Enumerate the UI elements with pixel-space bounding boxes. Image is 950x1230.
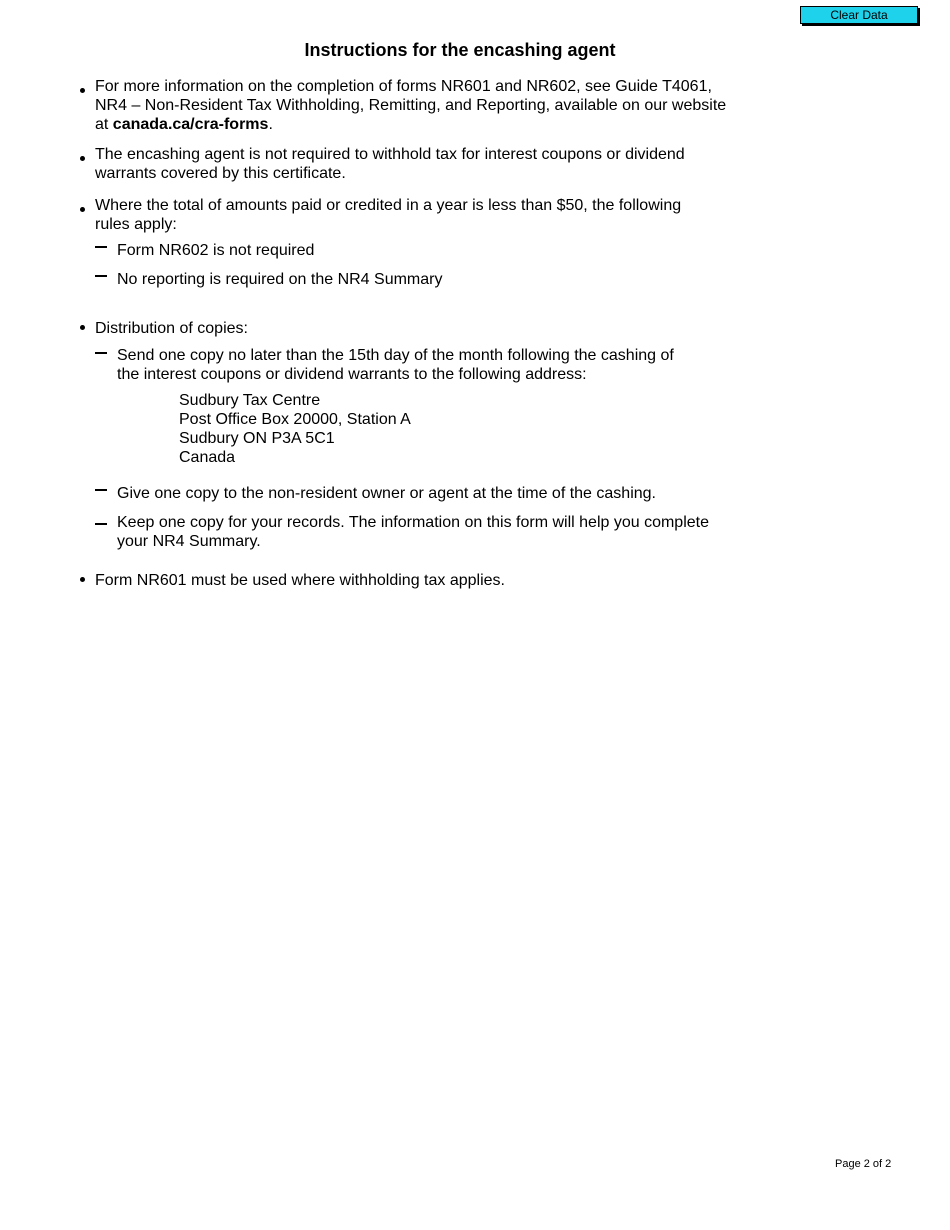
bullet-text-line: warrants covered by this certificate. (95, 165, 346, 182)
bullet-text-line (95, 115, 726, 134)
prefix-text: at (95, 116, 113, 133)
page-number: Page 2 of 2 (835, 1158, 892, 1170)
bullet-dot (80, 577, 85, 582)
dash-marker (95, 246, 107, 248)
address-line: Canada (179, 449, 236, 466)
sub-item-line: your NR4 Summary. (117, 533, 261, 550)
bullet-text-line: rules apply: (95, 216, 177, 233)
sub-item-line: the interest coupons or dividend warrants to the following address: (117, 366, 587, 383)
address-line: Sudbury Tax Centre (179, 392, 321, 409)
clear-data-button[interactable]: Clear Data (800, 6, 918, 24)
bullet-text-line: The encashing agent is not required to withhold tax for interest coupons or dividend (95, 146, 685, 163)
sub-item-nr602: Form NR602 is not required (117, 242, 315, 259)
bullet-dot (80, 156, 85, 161)
sub-item-keep-copy (117, 513, 709, 551)
bullet-dot (80, 207, 85, 212)
sub-item-send-copy (117, 346, 674, 384)
dash-marker (95, 352, 107, 354)
sub-item-line: Send one copy no later than the 15th day of the month following the cashing of (117, 347, 674, 364)
bullet-dot (80, 88, 85, 93)
address-line: Post Office Box 20000, Station A (179, 411, 411, 428)
suffix-text: . (268, 116, 273, 133)
bullet-distribution: Distribution of copies: (95, 320, 248, 337)
bullet-more-info (95, 77, 726, 134)
bullet-text-line: For more information on the completion of forms NR601 and NR602, see Guide T4061, (95, 78, 712, 95)
dash-marker (95, 489, 107, 491)
sub-item-give-copy: Give one copy to the non-resident owner or agent at the time of the cashing. (117, 485, 656, 502)
page-title: Instructions for the encashing agent (304, 40, 616, 60)
bullet-under-50 (95, 196, 681, 234)
cra-forms-link[interactable]: canada.ca/cra-forms (112, 116, 269, 133)
bullet-no-withhold (95, 145, 685, 183)
sub-item-line: Keep one copy for your records. The information on this form will help you complete (117, 514, 709, 531)
address-line: Sudbury ON P3A 5C1 (179, 430, 335, 447)
bullet-text-line: NR4 – Non-Resident Tax Withholding, Remitting, and Reporting, available on our website (95, 97, 727, 114)
dash-marker (95, 523, 107, 525)
dash-marker (95, 275, 107, 277)
bullet-dot (80, 325, 85, 330)
bullet-text-line: Where the total of amounts paid or credited in a year is less than $50, the following (95, 197, 682, 214)
bullet-nr601: Form NR601 must be used where withholding tax applies. (95, 572, 505, 589)
mailing-address (179, 391, 411, 467)
sub-item-no-reporting: No reporting is required on the NR4 Summary (117, 271, 443, 288)
